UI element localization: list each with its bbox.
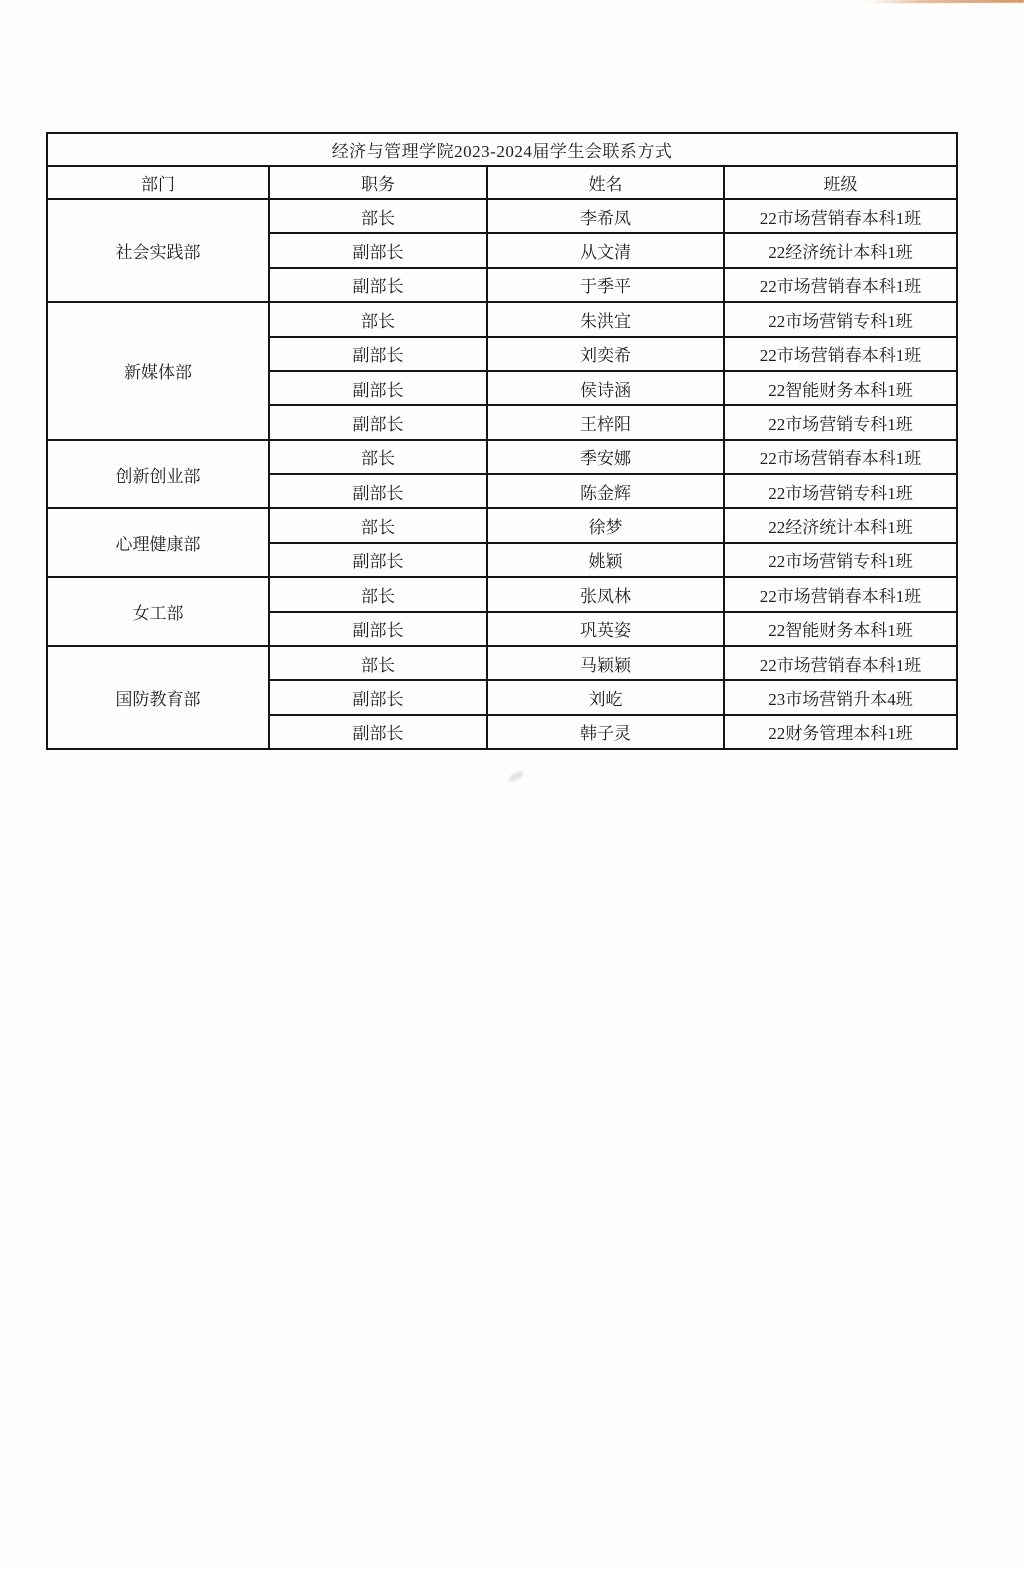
table-title: 经济与管理学院2023-2024届学生会联系方式 bbox=[47, 133, 957, 166]
table-row bbox=[47, 302, 957, 336]
class-cell: 23市场营销升本4班 bbox=[724, 680, 957, 714]
name-cell: 韩子灵 bbox=[487, 715, 724, 749]
name-cell: 巩英姿 bbox=[487, 612, 724, 646]
position-cell: 副部长 bbox=[269, 405, 487, 439]
class-cell: 22智能财务本科1班 bbox=[724, 612, 957, 646]
class-cell: 22市场营销春本科1班 bbox=[724, 337, 957, 371]
table-row bbox=[47, 440, 957, 474]
position-cell: 副部长 bbox=[269, 680, 487, 714]
department-cell: 女工部 bbox=[47, 577, 269, 646]
position-cell: 副部长 bbox=[269, 233, 487, 267]
name-cell: 于季平 bbox=[487, 268, 724, 302]
name-cell: 姚颖 bbox=[487, 543, 724, 577]
department-cell: 国防教育部 bbox=[47, 646, 269, 749]
class-cell: 22经济统计本科1班 bbox=[724, 508, 957, 542]
name-cell: 侯诗涵 bbox=[487, 371, 724, 405]
table-row bbox=[47, 646, 957, 680]
name-cell: 刘屹 bbox=[487, 680, 724, 714]
name-cell: 王梓阳 bbox=[487, 405, 724, 439]
table-row bbox=[47, 508, 957, 542]
position-cell: 部长 bbox=[269, 508, 487, 542]
class-cell: 22市场营销专科1班 bbox=[724, 405, 957, 439]
column-header-class: 班级 bbox=[724, 166, 957, 199]
position-cell: 副部长 bbox=[269, 543, 487, 577]
position-cell: 部长 bbox=[269, 646, 487, 680]
name-cell: 刘奕希 bbox=[487, 337, 724, 371]
column-header-position: 职务 bbox=[269, 166, 487, 199]
department-cell: 创新创业部 bbox=[47, 440, 269, 509]
position-cell: 部长 bbox=[269, 577, 487, 611]
class-cell: 22市场营销春本科1班 bbox=[724, 646, 957, 680]
department-cell: 心理健康部 bbox=[47, 508, 269, 577]
table-title-row bbox=[47, 133, 957, 166]
table-row bbox=[47, 577, 957, 611]
position-cell: 部长 bbox=[269, 302, 487, 336]
column-header-department: 部门 bbox=[47, 166, 269, 199]
class-cell: 22市场营销春本科1班 bbox=[724, 440, 957, 474]
class-cell: 22市场营销专科1班 bbox=[724, 474, 957, 508]
position-cell: 副部长 bbox=[269, 474, 487, 508]
name-cell: 张凤林 bbox=[487, 577, 724, 611]
class-cell: 22经济统计本科1班 bbox=[724, 233, 957, 267]
class-cell: 22市场营销春本科1班 bbox=[724, 577, 957, 611]
name-cell: 季安娜 bbox=[487, 440, 724, 474]
class-cell: 22市场营销专科1班 bbox=[724, 543, 957, 577]
class-cell: 22智能财务本科1班 bbox=[724, 371, 957, 405]
scan-edge-artifact bbox=[866, 0, 1024, 3]
class-cell: 22财务管理本科1班 bbox=[724, 715, 957, 749]
name-cell: 徐梦 bbox=[487, 508, 724, 542]
position-cell: 部长 bbox=[269, 199, 487, 233]
position-cell: 副部长 bbox=[269, 337, 487, 371]
name-cell: 陈金辉 bbox=[487, 474, 724, 508]
table-row bbox=[47, 199, 957, 233]
name-cell: 从文清 bbox=[487, 233, 724, 267]
position-cell: 副部长 bbox=[269, 268, 487, 302]
position-cell: 副部长 bbox=[269, 612, 487, 646]
column-header-name: 姓名 bbox=[487, 166, 724, 199]
name-cell: 朱洪宜 bbox=[487, 302, 724, 336]
position-cell: 副部长 bbox=[269, 371, 487, 405]
department-cell: 新媒体部 bbox=[47, 302, 269, 440]
contact-table bbox=[46, 132, 958, 750]
name-cell: 马颖颖 bbox=[487, 646, 724, 680]
name-cell: 李希凤 bbox=[487, 199, 724, 233]
class-cell: 22市场营销春本科1班 bbox=[724, 199, 957, 233]
position-cell: 副部长 bbox=[269, 715, 487, 749]
department-cell: 社会实践部 bbox=[47, 199, 269, 302]
class-cell: 22市场营销春本科1班 bbox=[724, 268, 957, 302]
class-cell: 22市场营销专科1班 bbox=[724, 302, 957, 336]
table-header-row bbox=[47, 166, 957, 199]
position-cell: 部长 bbox=[269, 440, 487, 474]
scan-smudge-artifact bbox=[507, 770, 524, 784]
